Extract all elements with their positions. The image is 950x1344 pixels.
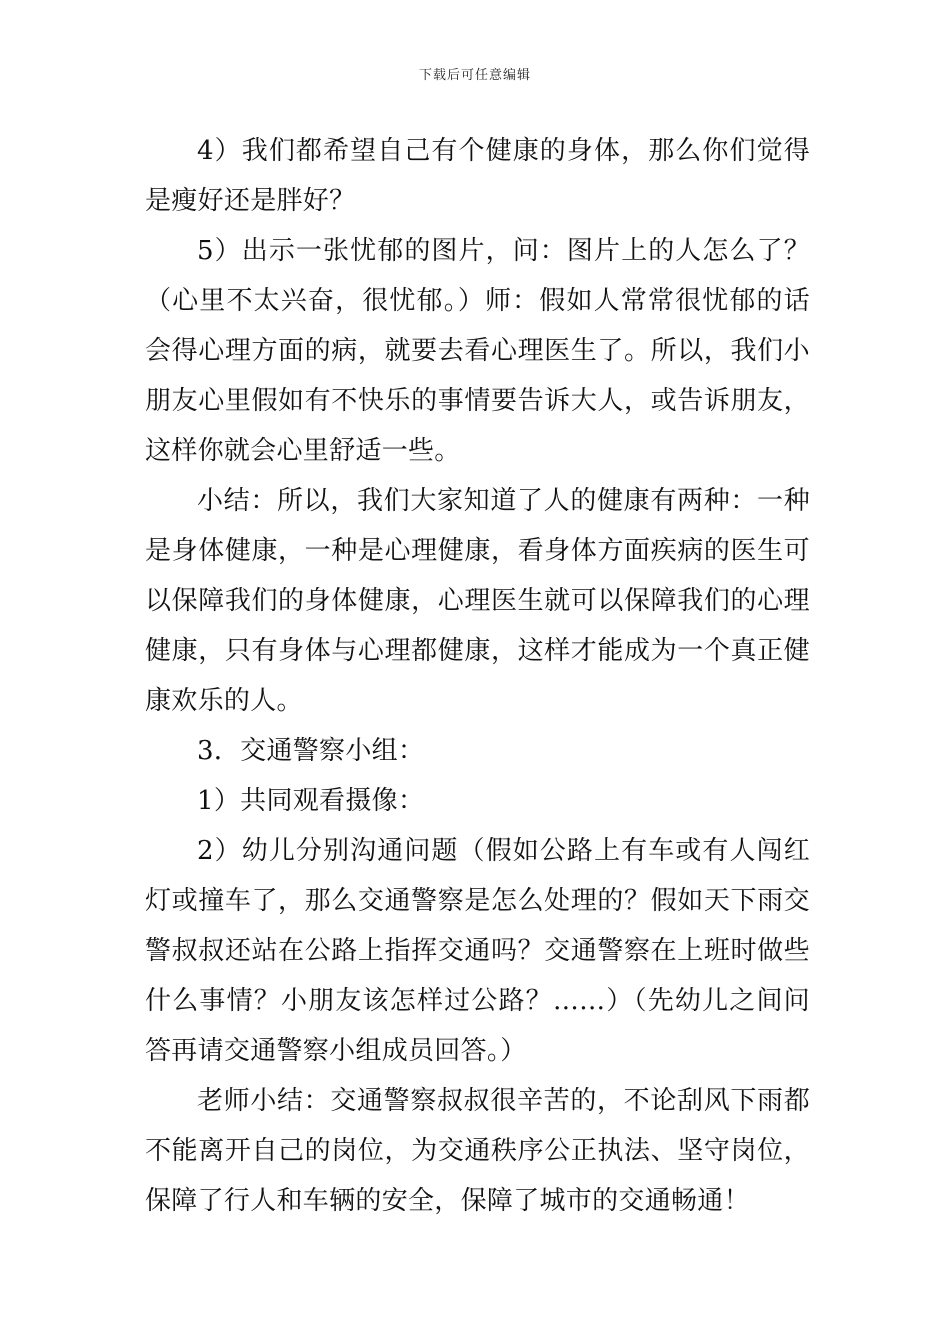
paragraph-summary-health: 小结：所以，我们大家知道了人的健康有两种：一种是身体健康，一种是心理健康，看身体方面疾病的医生可以保障我们的身体健康，心理医生就可以保障我们的心理健康，只有身体与心理都健康，这样才能成为一个真正健康欢乐的人。 [145, 486, 810, 716]
section-heading-traffic-police: 3．交通警察小组： [197, 736, 425, 766]
paragraph-step-1: 1）共同观看摄像： [197, 786, 425, 816]
paragraph-question-5: 5）出示一张忧郁的图片，问：图片上的人怎么了？（心里不太兴奋，很忧郁。）师：假如人常常很忧郁的话会得心理方面的病，就要去看心理医生了。所以，我们小朋友心里假如有不快乐的事情要告诉大人，或告诉朋友，这样你就会心里舒适一些。 [145, 236, 810, 466]
page-header: 下载后可任意编辑 [418, 68, 531, 83]
paragraph-teacher-summary: 老师小结：交通警察叔叔很辛苦的，不论刮风下雨都不能离开自己的岗位，为交通秩序公正执法、坚守岗位，保障了行人和车辆的安全，保障了城市的交通畅通！ [145, 1086, 810, 1216]
document-body [145, 126, 810, 1226]
paragraph-step-2: 2）幼儿分别沟通问题（假如公路上有车或有人闯红灯或撞车了，那么交通警察是怎么处理的？假如天下雨交警叔叔还站在公路上指挥交通吗？交通警察在上班时做些什么事情？小朋友该怎样过公路？……）（先幼儿之间问答再请交通警察小组成员回答。） [145, 836, 810, 1066]
paragraph-question-4: 4）我们都希望自己有个健康的身体，那么你们觉得是瘦好还是胖好？ [145, 136, 810, 216]
